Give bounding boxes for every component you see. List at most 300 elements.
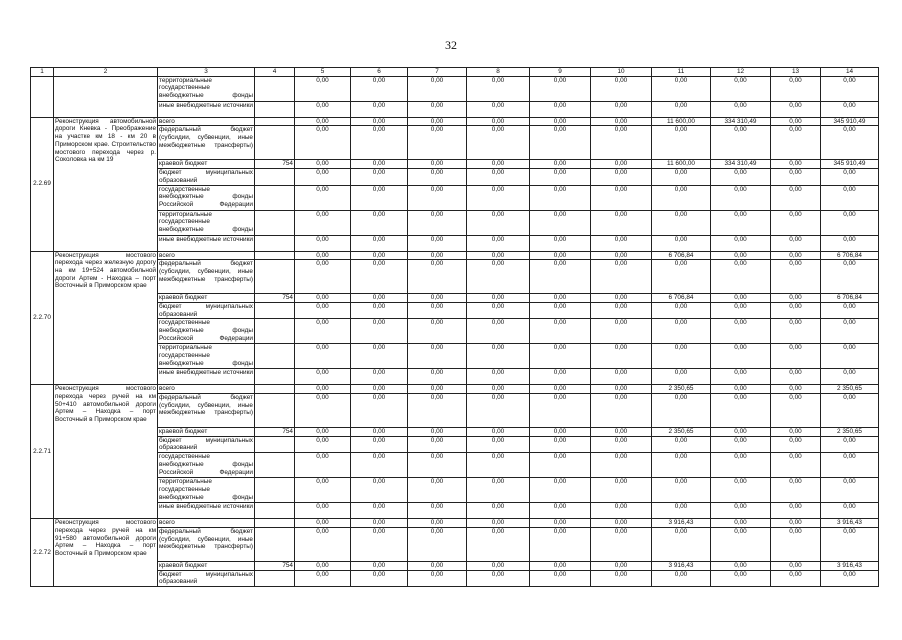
amount-cell: 0,00: [467, 453, 530, 478]
amount-cell: 0,00: [408, 394, 467, 428]
amount-cell: 0,00: [821, 126, 879, 160]
amount-cell: 0,00: [408, 319, 467, 344]
amount-cell: 0,00: [467, 385, 530, 394]
amount-cell: 0,00: [652, 570, 711, 586]
funding-source: бюджет муниципальных образований: [159, 302, 253, 318]
budget-code: [255, 436, 295, 452]
amount-cell: 0,00: [652, 235, 711, 251]
project-name: Реконструкция мостового перехода через ручей на км 50+410 автомобильной дороги Артем – Находка – порт Восточный в Приморском крае: [54, 385, 158, 519]
funding-source: федеральный бюджет (субсидии, субвенции, иные межбюджетные трансферты): [158, 527, 255, 561]
amount-cell: 0,00: [351, 436, 408, 452]
amount-cell: 0,00: [591, 385, 652, 394]
item-number: 2.2.72: [31, 519, 54, 587]
column-header: 10: [591, 68, 652, 77]
amount-cell: 0,00: [591, 260, 652, 294]
amount-cell: 0,00: [530, 76, 591, 101]
budget-code: [255, 260, 295, 294]
amount-cell: 6 706,84: [821, 251, 879, 260]
amount-cell: 0,00: [591, 169, 652, 185]
funding-source: территориальные государственные внебюджетные фонды: [158, 76, 255, 101]
amount-cell: 0,00: [467, 251, 530, 260]
amount-cell: 0,00: [711, 210, 771, 235]
amount-cell: 3 916,43: [821, 561, 879, 570]
funding-source: всего: [158, 385, 255, 394]
amount-cell: 0,00: [652, 344, 711, 369]
column-header: 14: [821, 68, 879, 77]
amount-cell: 0,00: [652, 302, 711, 318]
amount-cell: 0,00: [408, 478, 467, 503]
amount-cell: 6 706,84: [652, 294, 711, 303]
amount-cell: 0,00: [295, 319, 351, 344]
amount-cell: 0,00: [295, 503, 351, 519]
table-row: [31, 519, 879, 528]
amount-cell: 0,00: [771, 436, 821, 452]
amount-cell: 0,00: [295, 344, 351, 369]
amount-cell: 0,00: [408, 117, 467, 126]
table-row: [31, 251, 879, 260]
amount-cell: 0,00: [821, 76, 879, 101]
budget-code: [255, 570, 295, 586]
table-row: [31, 185, 879, 210]
amount-cell: 0,00: [771, 76, 821, 101]
amount-cell: 0,00: [771, 126, 821, 160]
amount-cell: 0,00: [591, 478, 652, 503]
amount-cell: 0,00: [467, 570, 530, 586]
amount-cell: 0,00: [821, 478, 879, 503]
amount-cell: 0,00: [408, 519, 467, 528]
amount-cell: 0,00: [771, 294, 821, 303]
amount-cell: 0,00: [711, 260, 771, 294]
amount-cell: 0,00: [821, 453, 879, 478]
amount-cell: 0,00: [467, 169, 530, 185]
amount-cell: 0,00: [295, 478, 351, 503]
amount-cell: 0,00: [711, 570, 771, 586]
amount-cell: 0,00: [771, 369, 821, 385]
amount-cell: 0,00: [351, 570, 408, 586]
amount-cell: 0,00: [821, 503, 879, 519]
budget-code: [255, 344, 295, 369]
amount-cell: 0,00: [711, 453, 771, 478]
amount-cell: 0,00: [530, 126, 591, 160]
amount-cell: 0,00: [408, 385, 467, 394]
amount-cell: 0,00: [530, 503, 591, 519]
amount-cell: 0,00: [408, 561, 467, 570]
amount-cell: 0,00: [408, 101, 467, 117]
project-name: Реконструкция мостового перехода через железную дорогу на км 19+524 автомобильной дороги Артем - Находка – порт Восточный в Приморском крае: [54, 251, 158, 385]
funding-source: иные внебюджетные источники: [158, 235, 255, 251]
amount-cell: 0,00: [530, 117, 591, 126]
amount-cell: 6 706,84: [652, 251, 711, 260]
amount-cell: 0,00: [530, 394, 591, 428]
amount-cell: 0,00: [530, 251, 591, 260]
budget-code: [255, 210, 295, 235]
column-header: 4: [255, 68, 295, 77]
table-row: [31, 101, 879, 117]
table-row: [31, 344, 879, 369]
budget-code: [255, 369, 295, 385]
amount-cell: 0,00: [771, 101, 821, 117]
amount-cell: 0,00: [530, 428, 591, 437]
amount-cell: 0,00: [591, 453, 652, 478]
amount-cell: 3 916,43: [652, 519, 711, 528]
amount-cell: 0,00: [591, 428, 652, 437]
amount-cell: 0,00: [408, 436, 467, 452]
table-body: [31, 68, 879, 587]
amount-cell: 0,00: [591, 210, 652, 235]
amount-cell: 2 350,65: [821, 385, 879, 394]
amount-cell: 0,00: [530, 160, 591, 169]
item-number: 2.2.69: [31, 117, 54, 251]
amount-cell: 2 350,65: [652, 428, 711, 437]
table-row: [31, 570, 879, 586]
amount-cell: 345 910,49: [821, 160, 879, 169]
amount-cell: 0,00: [591, 561, 652, 570]
budget-code: [255, 169, 295, 185]
amount-cell: 0,00: [351, 561, 408, 570]
amount-cell: 0,00: [295, 385, 351, 394]
amount-cell: 0,00: [821, 570, 879, 586]
page-number: 32: [445, 38, 457, 52]
amount-cell: 0,00: [821, 369, 879, 385]
table-row: [31, 503, 879, 519]
amount-cell: 0,00: [530, 519, 591, 528]
amount-cell: 0,00: [591, 235, 652, 251]
table-row: [31, 210, 879, 235]
amount-cell: 0,00: [771, 503, 821, 519]
amount-cell: 0,00: [295, 235, 351, 251]
amount-cell: 0,00: [467, 117, 530, 126]
funding-source: федеральный бюджет (субсидии, субвенции, иные межбюджетные трансферты): [158, 394, 255, 428]
budget-code: [255, 101, 295, 117]
amount-cell: 0,00: [530, 210, 591, 235]
amount-cell: 0,00: [591, 76, 652, 101]
amount-cell: 0,00: [652, 453, 711, 478]
amount-cell: 2 350,65: [821, 428, 879, 437]
amount-cell: 0,00: [711, 235, 771, 251]
amount-cell: 11 600,00: [652, 117, 711, 126]
budget-code: 754: [255, 428, 295, 437]
amount-cell: 0,00: [351, 478, 408, 503]
budget-code: [255, 185, 295, 210]
funding-source: краевой бюджет: [158, 428, 255, 437]
amount-cell: 0,00: [467, 235, 530, 251]
amount-cell: 0,00: [530, 294, 591, 303]
table-row: [31, 385, 879, 394]
amount-cell: 0,00: [652, 169, 711, 185]
funding-source: краевой бюджет: [158, 160, 255, 169]
table-row: [31, 428, 879, 437]
table-row: [31, 235, 879, 251]
amount-cell: 0,00: [295, 519, 351, 528]
amount-cell: 0,00: [295, 527, 351, 561]
amount-cell: 6 706,84: [821, 294, 879, 303]
amount-cell: 0,00: [711, 169, 771, 185]
amount-cell: 334 310,49: [711, 117, 771, 126]
table-row: [31, 478, 879, 503]
amount-cell: 0,00: [591, 570, 652, 586]
amount-cell: 0,00: [821, 344, 879, 369]
amount-cell: 0,00: [652, 76, 711, 101]
column-header: 8: [467, 68, 530, 77]
amount-cell: 0,00: [467, 503, 530, 519]
amount-cell: 0,00: [771, 185, 821, 210]
funding-source: краевой бюджет: [158, 561, 255, 570]
amount-cell: 0,00: [351, 385, 408, 394]
amount-cell: 11 600,00: [652, 160, 711, 169]
amount-cell: 0,00: [711, 519, 771, 528]
amount-cell: 0,00: [351, 251, 408, 260]
amount-cell: 0,00: [408, 235, 467, 251]
amount-cell: 0,00: [530, 185, 591, 210]
amount-cell: 0,00: [351, 76, 408, 101]
amount-cell: 0,00: [295, 436, 351, 452]
amount-cell: 0,00: [408, 453, 467, 478]
budget-code: [255, 235, 295, 251]
column-header: 5: [295, 68, 351, 77]
budget-table: [30, 67, 879, 587]
amount-cell: 0,00: [652, 394, 711, 428]
amount-cell: 0,00: [467, 527, 530, 561]
amount-cell: 0,00: [408, 428, 467, 437]
column-header: 3: [158, 68, 255, 77]
funding-source: государственные внебюджетные фонды Российской Федерации: [158, 185, 255, 210]
amount-cell: 0,00: [408, 185, 467, 210]
amount-cell: 0,00: [530, 436, 591, 452]
column-header: 9: [530, 68, 591, 77]
amount-cell: 0,00: [351, 453, 408, 478]
amount-cell: 0,00: [408, 302, 467, 318]
amount-cell: 0,00: [467, 436, 530, 452]
column-header: 2: [54, 68, 158, 77]
amount-cell: 0,00: [771, 385, 821, 394]
amount-cell: 0,00: [295, 251, 351, 260]
amount-cell: 0,00: [295, 210, 351, 235]
amount-cell: 0,00: [821, 169, 879, 185]
amount-cell: 0,00: [530, 561, 591, 570]
amount-cell: 0,00: [711, 478, 771, 503]
item-number: 2.2.71: [31, 385, 54, 519]
table-row: [31, 561, 879, 570]
column-header: 13: [771, 68, 821, 77]
amount-cell: 0,00: [530, 527, 591, 561]
amount-cell: 0,00: [467, 369, 530, 385]
column-header: 6: [351, 68, 408, 77]
amount-cell: 0,00: [771, 302, 821, 318]
amount-cell: 0,00: [711, 385, 771, 394]
amount-cell: 0,00: [711, 503, 771, 519]
amount-cell: 0,00: [771, 169, 821, 185]
budget-code: [255, 519, 295, 528]
amount-cell: 0,00: [467, 344, 530, 369]
amount-cell: 0,00: [295, 570, 351, 586]
amount-cell: 0,00: [295, 185, 351, 210]
amount-cell: 0,00: [530, 344, 591, 369]
funding-source: бюджет муниципальных образований: [159, 436, 253, 452]
table-row: [31, 126, 879, 160]
amount-cell: 0,00: [711, 319, 771, 344]
amount-cell: 0,00: [821, 436, 879, 452]
amount-cell: 0,00: [821, 302, 879, 318]
amount-cell: 0,00: [467, 319, 530, 344]
amount-cell: 0,00: [351, 294, 408, 303]
amount-cell: 0,00: [771, 453, 821, 478]
amount-cell: 0,00: [467, 185, 530, 210]
budget-code: [255, 394, 295, 428]
amount-cell: 0,00: [295, 117, 351, 126]
funding-source: бюджет муниципальных образований: [159, 570, 253, 586]
table-row: [31, 260, 879, 294]
amount-cell: 0,00: [351, 503, 408, 519]
table-row: [31, 160, 879, 169]
amount-cell: 0,00: [351, 210, 408, 235]
amount-cell: 0,00: [652, 260, 711, 294]
amount-cell: 0,00: [467, 294, 530, 303]
amount-cell: 0,00: [652, 210, 711, 235]
amount-cell: 0,00: [771, 394, 821, 428]
table-row: [31, 319, 879, 344]
amount-cell: 0,00: [467, 76, 530, 101]
item-number: 2.2.70: [31, 251, 54, 385]
amount-cell: 0,00: [821, 101, 879, 117]
amount-cell: 0,00: [591, 394, 652, 428]
amount-cell: 0,00: [711, 76, 771, 101]
budget-code: [255, 319, 295, 344]
amount-cell: 0,00: [821, 235, 879, 251]
table-row: [31, 394, 879, 428]
amount-cell: 0,00: [530, 385, 591, 394]
table-row: [31, 369, 879, 385]
amount-cell: 0,00: [408, 169, 467, 185]
amount-cell: 0,00: [530, 302, 591, 318]
amount-cell: 0,00: [711, 344, 771, 369]
amount-cell: 0,00: [591, 101, 652, 117]
amount-cell: 0,00: [711, 369, 771, 385]
amount-cell: 0,00: [351, 117, 408, 126]
amount-cell: 334 310,49: [711, 160, 771, 169]
amount-cell: 0,00: [591, 185, 652, 210]
amount-cell: 0,00: [408, 251, 467, 260]
item-number: [31, 76, 54, 117]
amount-cell: 0,00: [711, 294, 771, 303]
project-name: Реконструкция автомобильной дороги Кневка - Преображение на участке км 18 - км 20 в Приморском крае. Строительство мостового перехода через р. Соколовка на км 19: [54, 117, 158, 251]
table-row: [31, 302, 879, 318]
amount-cell: 0,00: [652, 436, 711, 452]
funding-source: федеральный бюджет (субсидии, субвенции, иные межбюджетные трансферты): [158, 126, 255, 160]
amount-cell: 0,00: [295, 394, 351, 428]
project-name: [54, 76, 158, 117]
amount-cell: 0,00: [591, 302, 652, 318]
table-row: [31, 76, 879, 101]
amount-cell: 0,00: [591, 436, 652, 452]
funding-source: территориальные государственные внебюджетные фонды: [158, 210, 255, 235]
amount-cell: 0,00: [771, 519, 821, 528]
amount-cell: 0,00: [467, 428, 530, 437]
amount-cell: 0,00: [652, 319, 711, 344]
amount-cell: 0,00: [591, 369, 652, 385]
amount-cell: 0,00: [711, 185, 771, 210]
amount-cell: 0,00: [771, 117, 821, 126]
funding-source: бюджет муниципальных образований: [159, 169, 253, 184]
amount-cell: 0,00: [771, 527, 821, 561]
amount-cell: 0,00: [771, 344, 821, 369]
amount-cell: 0,00: [821, 185, 879, 210]
amount-cell: 0,00: [467, 519, 530, 528]
amount-cell: 0,00: [530, 369, 591, 385]
amount-cell: 0,00: [467, 160, 530, 169]
amount-cell: 0,00: [408, 570, 467, 586]
amount-cell: 0,00: [467, 394, 530, 428]
funding-source: всего: [158, 251, 255, 260]
amount-cell: 0,00: [771, 428, 821, 437]
amount-cell: 0,00: [652, 126, 711, 160]
amount-cell: 0,00: [711, 126, 771, 160]
column-header: 11: [652, 68, 711, 77]
amount-cell: 0,00: [652, 101, 711, 117]
amount-cell: 0,00: [295, 160, 351, 169]
amount-cell: 0,00: [295, 428, 351, 437]
amount-cell: 0,00: [351, 260, 408, 294]
amount-cell: 0,00: [771, 210, 821, 235]
amount-cell: 0,00: [351, 519, 408, 528]
amount-cell: 0,00: [530, 570, 591, 586]
amount-cell: 0,00: [652, 369, 711, 385]
funding-source: территориальные государственные внебюджетные фонды: [158, 478, 255, 503]
amount-cell: 0,00: [821, 319, 879, 344]
amount-cell: 0,00: [295, 294, 351, 303]
amount-cell: 0,00: [530, 101, 591, 117]
amount-cell: 0,00: [652, 478, 711, 503]
amount-cell: 0,00: [711, 527, 771, 561]
amount-cell: 0,00: [530, 478, 591, 503]
amount-cell: 0,00: [771, 478, 821, 503]
amount-cell: 0,00: [467, 561, 530, 570]
amount-cell: 0,00: [351, 169, 408, 185]
amount-cell: 0,00: [351, 101, 408, 117]
amount-cell: 0,00: [591, 527, 652, 561]
amount-cell: 0,00: [771, 570, 821, 586]
amount-cell: 0,00: [771, 160, 821, 169]
funding-source: иные внебюджетные источники: [158, 503, 255, 519]
table-row: [31, 453, 879, 478]
amount-cell: 0,00: [351, 527, 408, 561]
amount-cell: 0,00: [591, 319, 652, 344]
amount-cell: 0,00: [711, 251, 771, 260]
amount-cell: 0,00: [408, 76, 467, 101]
amount-cell: 0,00: [351, 369, 408, 385]
amount-cell: 0,00: [652, 527, 711, 561]
amount-cell: 0,00: [295, 101, 351, 117]
amount-cell: 0,00: [711, 561, 771, 570]
table-row: [31, 527, 879, 561]
amount-cell: 0,00: [711, 436, 771, 452]
amount-cell: 0,00: [530, 453, 591, 478]
amount-cell: 0,00: [467, 126, 530, 160]
amount-cell: 0,00: [351, 302, 408, 318]
amount-cell: 0,00: [771, 235, 821, 251]
amount-cell: 0,00: [711, 394, 771, 428]
amount-cell: 0,00: [408, 210, 467, 235]
amount-cell: 0,00: [295, 169, 351, 185]
table-row: [31, 169, 879, 185]
amount-cell: 0,00: [351, 394, 408, 428]
funding-source: государственные внебюджетные фонды Российской Федерации: [158, 453, 255, 478]
budget-code: [255, 385, 295, 394]
amount-cell: 0,00: [408, 294, 467, 303]
amount-cell: 2 350,65: [652, 385, 711, 394]
funding-source: иные внебюджетные источники: [158, 369, 255, 385]
amount-cell: 0,00: [295, 369, 351, 385]
amount-cell: 0,00: [408, 160, 467, 169]
